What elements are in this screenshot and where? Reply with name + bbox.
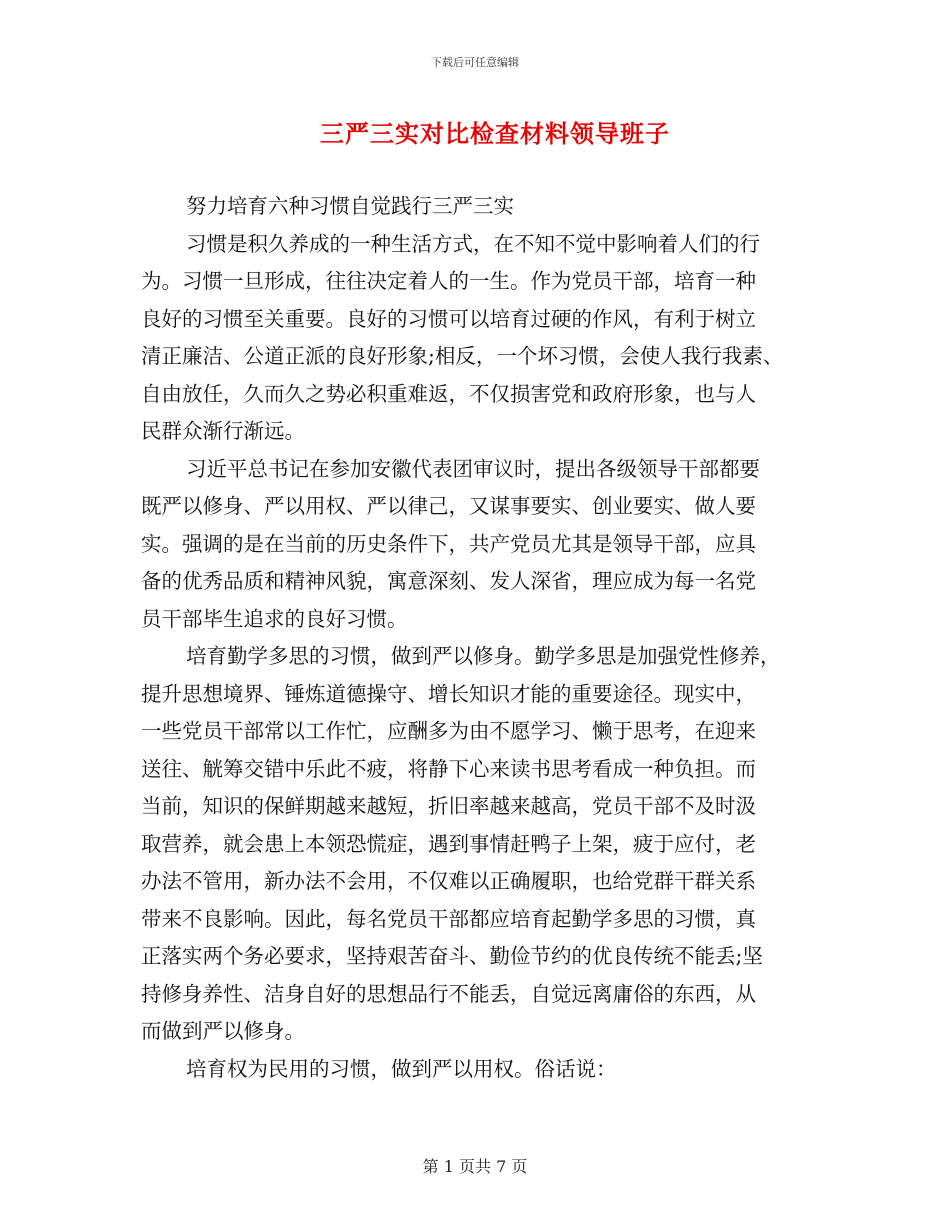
- paragraph-line: 而做到严以修身。: [141, 1019, 305, 1043]
- paragraph-line: 送往、觥筹交错中乐此不疲，将静下心来读书思考看成一种负担。而: [141, 756, 756, 781]
- page-number: 第 1 页共 7 页: [422, 1157, 528, 1176]
- paragraph-line: 实。强调的是在当前的历史条件下，共产党员尤其是领导干部，应具: [141, 531, 756, 556]
- paragraph-line: 习惯是积久养成的一种生活方式，在不知不觉中影响着人们的行: [186, 231, 760, 256]
- paragraph-line: 良好的习惯至关重要。良好的习惯可以培育过硬的作风，有利于树立: [141, 306, 756, 331]
- paragraph-line: 一些党员干部常以工作忙，应酬多为由不愿学习、懒于思考，在迎来: [141, 719, 756, 743]
- paragraph-line: 备的优秀品质和精神风貌，寓意深刻、发人深省，理应成为每一名党: [141, 569, 756, 593]
- document-title: 三严三实对比检查材料领导班子: [320, 119, 670, 148]
- paragraph-line: 民群众渐行渐远。: [141, 419, 305, 443]
- paragraph-line: 当前，知识的保鲜期越来越短，折旧率越来越高，党员干部不及时汲: [141, 794, 756, 818]
- paragraph-line: 自由放任，久而久之势必积重难返，不仅损害党和政府形象，也与人: [141, 381, 756, 406]
- paragraph-line: 持修身养性、洁身自好的思想品行不能丢，自觉远离庸俗的东西，从: [141, 981, 756, 1006]
- paragraph-line: 带来不良影响。因此，每名党员干部都应培育起勤学多思的习惯，真: [141, 906, 756, 931]
- subtitle-line: 努力培育六种习惯自觉践行三严三实: [186, 194, 514, 218]
- page-header-note: 下载后可任意编辑: [431, 56, 519, 69]
- paragraph-line: 办法不管用，新办法不会用，不仅难以正确履职，也给党群干群关系: [141, 869, 756, 893]
- paragraph-line: 取营养，就会患上本领恐慌症，遇到事情赶鸭子上架，疲于应付，老: [141, 831, 756, 856]
- paragraph-line: 培育勤学多思的习惯，做到严以修身。勤学多思是加强党性修养，: [186, 644, 781, 668]
- paragraph-line: 既严以修身、严以用权、严以律己，又谋事要实、创业要实、做人要: [141, 494, 756, 518]
- paragraph-line: 培育权为民用的习惯，做到严以用权。俗话说：: [186, 1056, 617, 1081]
- paragraph-line: 正落实两个务必要求，坚持艰苦奋斗、勤俭节约的优良传统不能丢;坚: [141, 944, 763, 968]
- paragraph-line: 提升思想境界、锤炼道德操守、增长知识才能的重要途径。现实中，: [141, 681, 756, 706]
- paragraph-line: 清正廉洁、公道正派的良好形象;相反，一个坏习惯，会使人我行我素、: [141, 344, 784, 368]
- paragraph-line: 为。习惯一旦形成，往往决定着人的一生。作为党员干部，培育一种: [141, 269, 756, 293]
- document-body: [141, 188, 813, 1088]
- paragraph-line: 员干部毕生追求的良好习惯。: [141, 606, 408, 631]
- paragraph-line: 习近平总书记在参加安徽代表团审议时，提出各级领导干部都要: [186, 456, 760, 481]
